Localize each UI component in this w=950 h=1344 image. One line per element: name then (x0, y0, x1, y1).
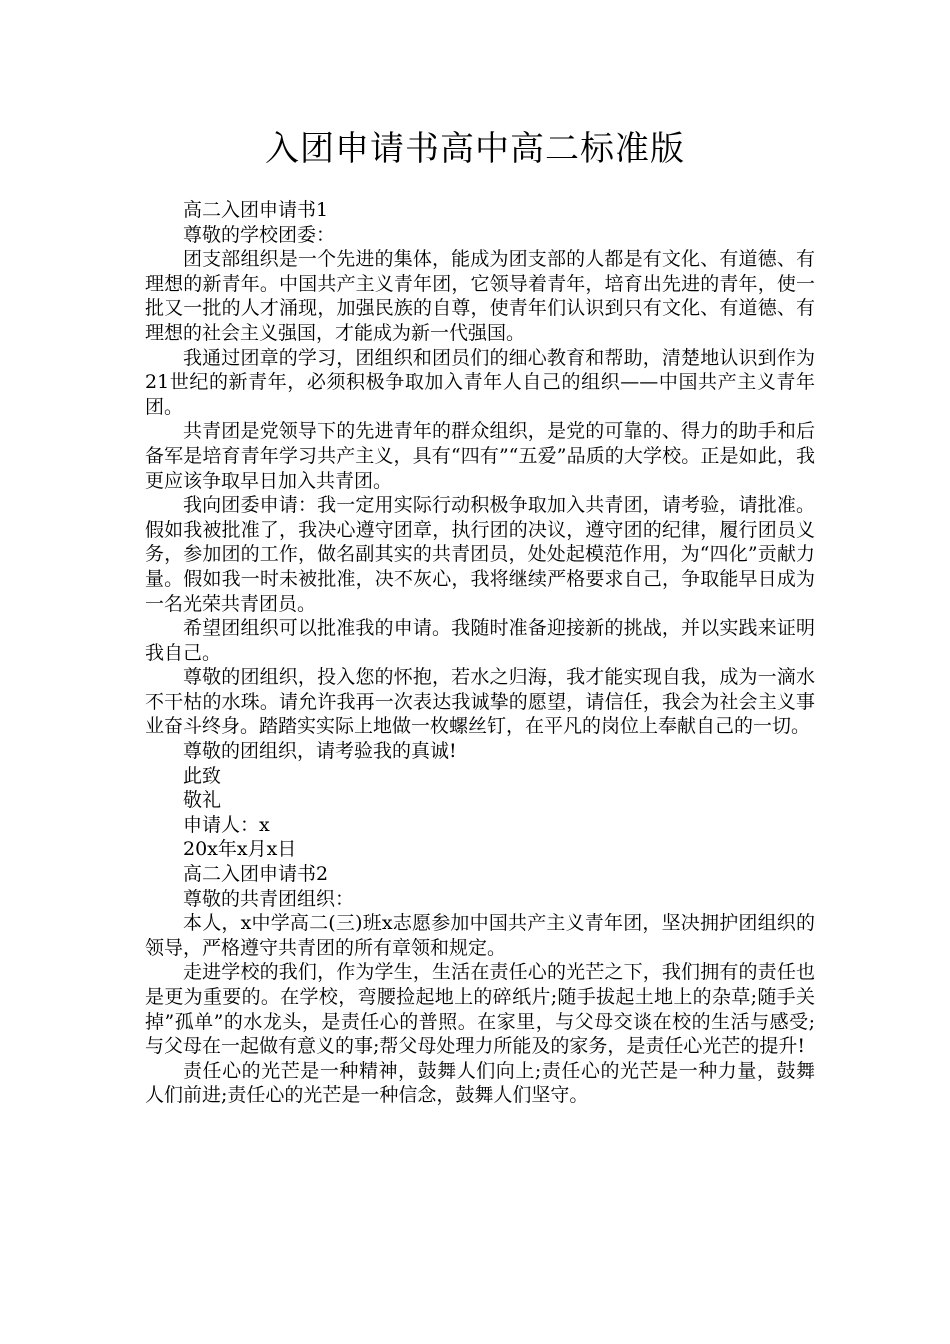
body-paragraph: 尊敬的团组织，请考验我的真诚! (183, 740, 457, 763)
section-heading-2: 高二入团申请书2 (183, 863, 329, 886)
date-line: 20x年x月x日 (183, 838, 297, 861)
body-paragraph: 走进学校的我们，作为学生，生活在责任心的光芒之下，我们拥有的责任也是更为重要的。在学校，弯腰捡起地上的碎纸片;随手拔起土地上的杂草;随手关掉”孤单”的水龙头，是责任心的普照。在家里，与父母交谈在校的生活与感受;与父母在一起做有意义的事;帮父母处理力所能及的家务，是责任心光芒的提升! (145, 961, 815, 1058)
closing-line: 敬礼 (183, 789, 222, 812)
section-heading-1: 高二入团申请书1 (183, 199, 329, 221)
salutation-1: 尊敬的学校团委： (183, 223, 336, 246)
document-body (145, 198, 815, 1108)
body-paragraph: 责任心的光芒是一种精神，鼓舞人们向上;责任心的光芒是一种力量，鼓舞人们前进;责任心的光芒是一种信念，鼓舞人们坚守。 (145, 1059, 815, 1107)
body-paragraph: 我向团委申请：我一定用实际行动积极争取加入共青团，请考验，请批准。假如我被批准了，我决心遵守团章，执行团的决议，遵守团的纪律，履行团员义务，参加团的工作，做名副其实的共青团员，处处起模范作用，为“四化”贡献力量。假如我一时未被批准，决不灰心，我将继续严格要求自己，争取能早日成为一名光荣共青团员。 (145, 494, 815, 615)
body-paragraph: 本人，x中学高二(三)班x志愿参加中国共产主义青年团，坚决拥护团组织的领导，严格遵守共青团的所有章领和规定。 (145, 912, 815, 959)
document-title: 入团申请书高中高二标准版 (265, 129, 685, 169)
applicant-line: 申请人：x (183, 813, 270, 836)
body-paragraph: 希望团组织可以批准我的申请。我随时准备迎接新的挑战，并以实践来证明我自己。 (145, 617, 815, 664)
body-paragraph: 团支部组织是一个先进的集体，能成为团支部的人都是有文化、有道德、有理想的新青年。中国共产主义青年团，它领导着青年，培育出先进的青年，使一批又一批的人才涌现，加强民族的自尊，使青年们认识到只有文化、有道德、有理想的社会主义强国，才能成为新一代强国。 (145, 248, 815, 344)
body-paragraph: 尊敬的团组织，投入您的怀抱，若水之归海，我才能实现自我，成为一滴水不干枯的水珠。请允许我再一次表达我诚挚的愿望，请信任，我会为社会主义事业奋斗终身。踏踏实实际上地做一枚螺丝钉，在平凡的岗位上奉献自己的一切。 (145, 666, 815, 738)
closing-line: 此致 (183, 764, 222, 787)
salutation-2: 尊敬的共青团组织： (183, 887, 355, 910)
body-paragraph: 我通过团章的学习，团组织和团员们的细心教育和帮助，清楚地认识到作为21世纪的新青年，必须积极争取加入青年人自己的组织——中国共产主义青年团。 (145, 346, 815, 418)
body-paragraph: 共青团是党领导下的先进青年的群众组织，是党的可靠的、得力的助手和后备军是培育青年学习共产主义，具有“四有”“五爱”品质的大学校。正是如此，我更应该争取早日加入共青团。 (145, 420, 815, 492)
